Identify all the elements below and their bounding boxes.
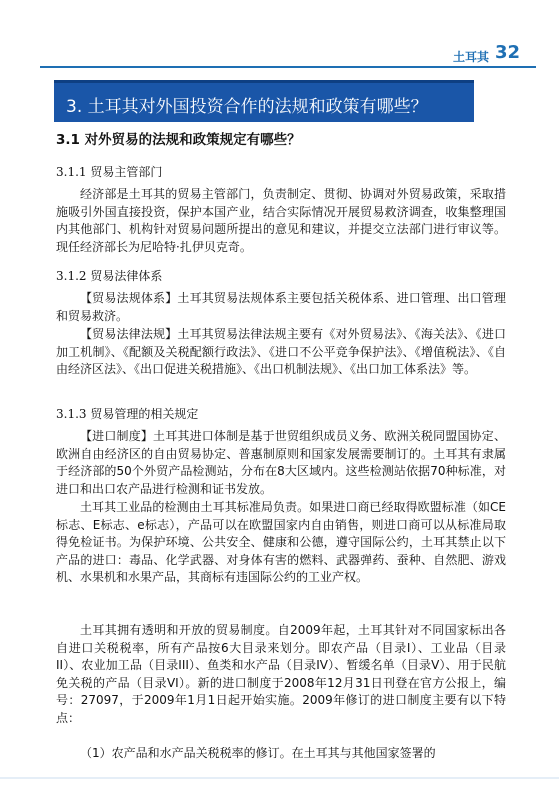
paragraph-industrial-testing: 土耳其工业品的检测由土耳其标准局负责。如果进口商已经取得欧盟标准（如CE标志、E标志、e标志），产品可以在欧盟国家内自由销售，则进口商可以从标准局取得免检证书。为保护环境、公共安全、健康和公德，遵守国际公约，土耳其禁止以下产品的进口：毒品、化学武器、对身体有害的燃料、武器弹药、蚕种、自然肥、游戏机、水果机和水果产品，其商标有违国际公约的工业产权。	[56, 500, 506, 584]
section-3-1-1-title: 3.1.1 贸易主管部门	[56, 165, 163, 179]
country-label: 土耳其	[453, 50, 490, 64]
paragraph-tariff-system: 土耳其拥有透明和开放的贸易制度。自2009年起，土耳其针对不同国家标出各自进口关税税率，所有产品按6大目录来划分。即农产品（目录I）、工业品（目录II）、农业加工品（目录III）、鱼类和水产品（目录IV）、暂缓名单（目录V）、用于民航免关税的产品（目录VI）。新的进口制度于2008年12月31日刊登在官方公报上，编号：27097，于2009年1月1日起开始实施。2009年修订的进口制度主要有以下特点：	[56, 623, 506, 725]
paragraph-trade-law-system: 【贸易法规体系】土耳其贸易法规体系主要包括关税体系、进口管理、出口管理和贸易救济。	[56, 291, 506, 323]
page-number: 32	[495, 42, 521, 63]
chapter-banner	[54, 80, 474, 122]
paragraph-import-system: 【进口制度】土耳其进口体制是基于世贸组织成员义务、欧洲关税同盟国协定、欧洲自由经济区的自由贸易协定、普惠制原则和国家发展需要制订的。土耳其有隶属于经济部的50个外贸产品检测站，分布在8大区域内。这些检测站依据70种标准，对进口和出口农产品进行检测和证书发放。	[56, 429, 506, 496]
chapter-title: 3. 土耳其对外国投资合作的法规和政策有哪些？	[66, 97, 428, 117]
paragraph-trade-laws: 【贸易法律法规】土耳其贸易法律法规主要有《对外贸易法》、《海关法》、《进口加工机制》、《配额及关税配额行政法》、《进口不公平竞争保护法》、《增值税法》、《自由经济区法》、《出口促进关税措施》、《出口机制法规》、《出口加工体系法》等。	[56, 327, 506, 376]
header-rule	[40, 66, 536, 68]
paragraph-trade-authority: 经济部是土耳其的贸易主管部门，负责制定、贯彻、协调对外贸易政策，采取措施吸引外国直接投资，保护本国产业，结合实际情况开展贸易救济调查，收集整理国内其他部门、机构针对贸易问题所提出的意见和建议，并提交立法部门进行审议等。现任经济部长为尼哈特·扎伊贝克奇。	[56, 187, 506, 254]
footer-rule	[0, 777, 559, 779]
paragraph-agricultural-tariff: （1）农产品和水产品关税税率的修订。在土耳其与其他国家签署的	[80, 746, 436, 760]
section-3-1-3-title: 3.1.3 贸易管理的相关规定	[56, 407, 199, 421]
section-3-1-2-title: 3.1.2 贸易法律体系	[56, 269, 163, 283]
running-header	[453, 40, 535, 66]
section-3-1-title: 3.1 对外贸易的法规和政策规定有哪些？	[56, 132, 301, 148]
